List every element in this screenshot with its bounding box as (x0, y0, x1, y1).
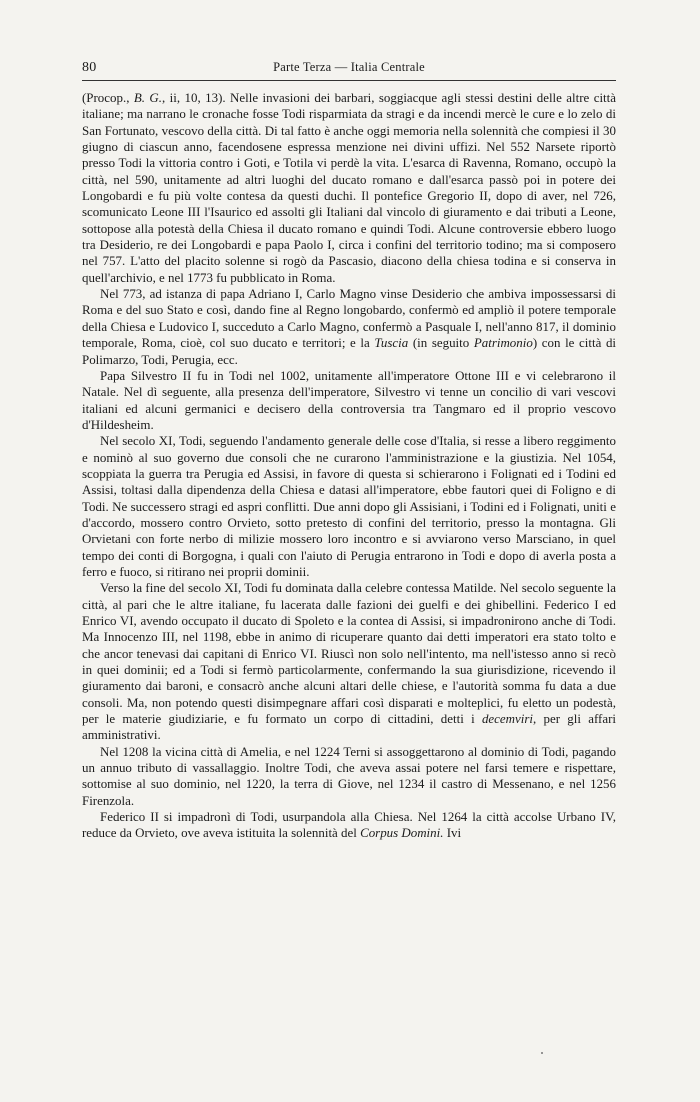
italic-term: Corpus Domini. (360, 825, 444, 841)
paragraph (82, 433, 616, 580)
text-run: Nel 1208 la vicina città di Amelia, e nel 1224 Terni si assoggettarono al dominio di Todi, pagando un annuo tributo di vassallaggio. Inoltre Todi, che aveva assai potere nel farsi temere e rispettare, sottomise al suo dominio, nel 1220, la terra di Giove, nel 1234 il castro di Messenano, e nel 1256 Firenzola. (82, 743, 616, 808)
paragraph (82, 90, 616, 286)
paragraph (82, 809, 616, 842)
text-run: Nel secolo XI, Todi, seguendo l'andamento generale delle cose d'Italia, si resse a libero reggimento e nominò al suo governo due consoli che ne curarono l'amministrazione e la giustizia. Nel 1054, scoppiata la guerra tra Perugia ed Assisi, in favore di questa si schierarono i Folignati ed i Todini ed Assisi, toltasi dalla dipendenza della Chiesa e datasi all'imperatore, ebbe fautori quei di Foligno e di Todi. Ne successero stragi ed aspri conflitti. Due anni dopo gli Assisiani, i Todini ed i Folignati, uniti e d'accordo, mossero contro Orvieto, sotto pretesto di confini del territorio, presso la montagna. Gli Orvietani con forte nerbo di milizie mossero loro incontro e si avviarono verso Marsciano, in quel tempo dei conti di Borgogna, i quali con l'aiuto di Perugia entrarono in Todi e dopo di averla posta a ferro e fuoco, si ritirano nei proprii dominii. (82, 433, 616, 579)
paragraph (82, 286, 616, 368)
page-number: 80 (82, 60, 97, 75)
italic-term: decemviri (481, 711, 533, 727)
text-run: (Procop., (82, 90, 134, 105)
paragraph (82, 744, 616, 809)
text-run: (in seguito (408, 335, 474, 351)
italic-term: B. G. (133, 90, 163, 105)
scan-speck (541, 1052, 543, 1054)
text-run: Verso la fine del secolo XI, Todi fu dominata dalla celebre contessa Matilde. Nel secolo seguente la città, al pari che le altre italiane, fu lacerata dalle fazioni dei guelfi e dei ghibellini. Federico I ed Enrico VI, avendo occupato il ducato di Spoleto e la contea di Assisi, si impadronirono anche di Todi. Ma Innocenzo III, nel 1198, ebbe in animo di ricuperare quanto dai detti imperatori era stato tolto e che ancor tenevasi dai capitani di Enrico VI. Riuscì non solo nell'intento, ma nell'istesso anno si recò in quei dominii; ed a Todi si fermò particolarmente, confermando la sua giurisdizione, ricevendo il giuramento dai baroni, e consacrò anche alcuni altari delle chiese, e l'autorità somma fu data a due consoli. Ma, non potendo questi disimpegnare affari così disparati e molteplici, fu eletto un podestà, per le materie giudiziarie, e fu formato un corpo di cittadini, detti i (82, 580, 616, 727)
paragraph (82, 368, 616, 433)
body-text (82, 90, 616, 842)
running-head: Parte Terza — Italia Centrale (273, 60, 425, 74)
text-run: Papa Silvestro II fu in Todi nel 1002, unitamente all'imperatore Ottone III e vi celebrarono il Natale. Nel dì seguente, alla presenza dell'imperatore, Silvestro vi tenne un concilio di vari vescovi italiani ed alcuni germanici e decisero della controversia tra Tangmaro ed il proprio vescovo d'Hildesheim. (82, 367, 616, 432)
italic-term: Patrimonio (473, 335, 533, 351)
text-run: Nel 773, ad istanza di papa Adriano I, Carlo Magno vinse Desiderio che ambiva impossessarsi di Roma e del suo Stato e così, dando fine al Regno longobardo, confermò ed ampliò il potere temporale della Chiesa e Ludovico I, succeduto a Carlo Magno, confermò a Pasquale I, nell'anno 817, il dominio temporale, Roma, cioè, col suo ducato e territori; e la (82, 286, 616, 351)
text-run: Federico II si impadronì di Todi, usurpandola alla Chiesa. Nel 1264 la città accolse Urbano IV, reduce da Orvieto, ove aveva istituita la solennità del (82, 809, 616, 841)
text-run: Ivi (443, 825, 462, 841)
text-run: ) con le città di Polimarzo, Todi, Perugia, ecc. (82, 335, 617, 367)
italic-term: Tuscia (374, 335, 409, 351)
text-run: , per gli affari amministrativi. (82, 711, 616, 743)
page-header (82, 54, 616, 76)
header-rule (82, 80, 616, 81)
paragraph (82, 580, 616, 743)
text-run: , ii, 10, 13). Nelle invasioni dei barbari, soggiacque agli stessi destini delle altre città italiane; ma narrano le cronache fosse Todi risparmiata da stragi e da incendi mercè le cure e lo zelo di San Fortunato, vescovo della città. Di tal fatto è anche oggi memoria nella solennità che compiesi il 30 giugno di ciascun anno, facendosene espressa menzione nei divini uffizi. Nel 552 Narsete riportò presso Todi la vittoria contro i Goti, e Totila vi perdè la vita. L'esarca di Ravenna, Romano, occupò la città, nel 590, unitamente ad altri luoghi del ducato romano e dall'esarca passò poi in potere dei Longobardi e fu più volte contesa da questi duchi. Il pontefice Gregorio II, dopo di aver, nel 726, scomunicato Leone III l'Isaurico ed assolti gli Italiani dal vincolo di giuramento e dai tributi a Leone, sottopose alla potestà della Chiesa il ducato romano e quindi Todi. Alcune controversie ebbero luogo tra Desiderio, re dei Longobardi e papa Paolo I, circa i confini del territorio todino; ma si composero nel 757. L'atto del placito solenne si rogò da Pascasio, diacono della chiesa todina e si conserva in quell'archivio, e nel 1773 fu pubblicato in Roma. (82, 90, 616, 285)
